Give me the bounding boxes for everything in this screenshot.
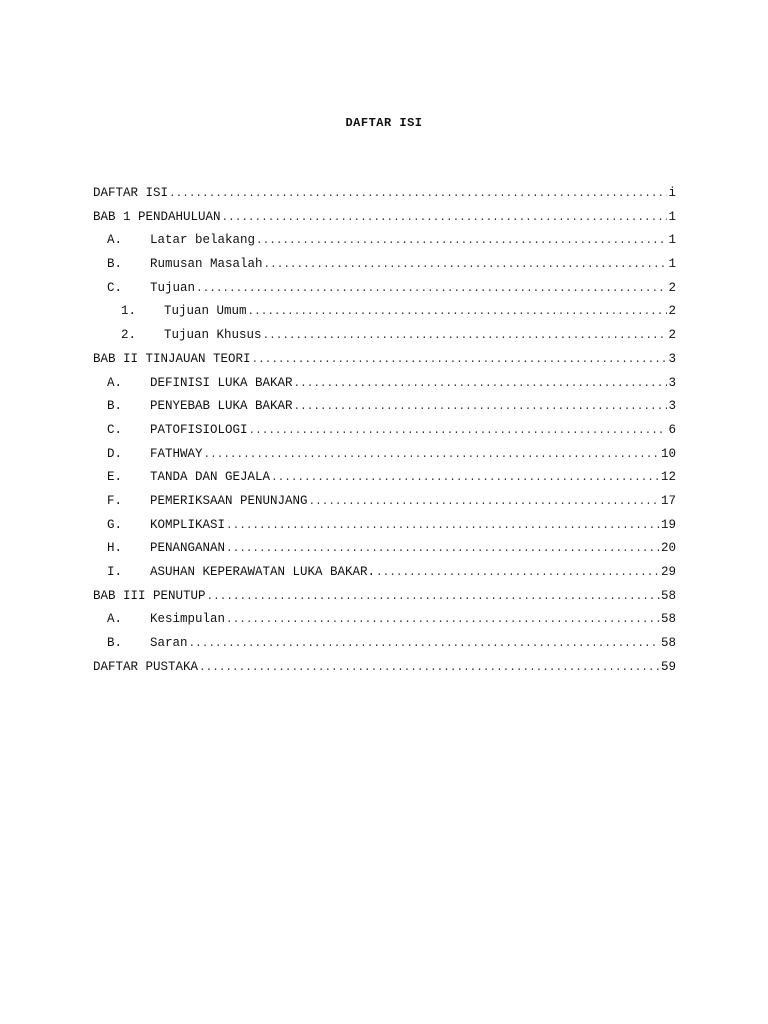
toc-entry <box>93 656 676 680</box>
dot-leader <box>189 633 660 657</box>
dot-leader <box>264 254 668 278</box>
table-of-contents <box>93 182 676 679</box>
toc-entry-number: A. <box>107 612 123 627</box>
toc-entry-number: F. <box>107 493 123 508</box>
toc-entry-label: Tujuan <box>150 280 196 295</box>
dot-leader <box>222 207 668 231</box>
toc-entry-page: 3 <box>668 375 676 390</box>
toc-entry <box>93 348 676 372</box>
toc-entry-label: DEFINISI LUKA BAKAR <box>150 375 293 390</box>
toc-entry-number: A. <box>107 233 123 248</box>
toc-entry <box>93 206 676 230</box>
dot-leader <box>294 396 668 420</box>
toc-entry <box>93 466 676 490</box>
toc-entry-number: 2. <box>121 328 137 343</box>
toc-entry-page: 17 <box>660 493 676 508</box>
toc-entry-page: 12 <box>660 470 676 485</box>
toc-entry-label: KOMPLIKASI <box>150 517 226 532</box>
dot-leader <box>249 420 668 444</box>
toc-entry <box>93 608 676 632</box>
toc-entry <box>93 300 676 324</box>
toc-entry-page: 1 <box>668 209 676 224</box>
toc-entry <box>93 324 676 348</box>
toc-entry-page: 1 <box>668 233 676 248</box>
dot-leader <box>256 230 667 254</box>
dot-leader <box>376 562 660 586</box>
toc-entry-label: Tujuan Khusus <box>164 328 262 343</box>
toc-entry-page: 20 <box>660 541 676 556</box>
toc-entry-label: Latar belakang <box>150 233 256 248</box>
toc-entry-label: Tujuan Umum <box>164 304 247 319</box>
toc-entry-label: Rumusan Masalah <box>150 257 263 272</box>
toc-entry-page: 58 <box>660 612 676 627</box>
toc-entry-number: H. <box>107 541 123 556</box>
toc-entry <box>93 514 676 538</box>
toc-entry-page: 10 <box>660 446 676 461</box>
toc-entry <box>93 277 676 301</box>
toc-entry <box>93 395 676 419</box>
dot-leader <box>252 349 668 373</box>
dot-leader <box>226 609 660 633</box>
page-title: DAFTAR ISI <box>345 116 423 130</box>
dot-leader <box>226 538 660 562</box>
toc-entry-number: E. <box>107 470 123 485</box>
toc-entry-number: 1. <box>121 304 137 319</box>
toc-entry <box>93 585 676 609</box>
dot-leader <box>271 467 660 491</box>
toc-entry-number: B. <box>107 399 123 414</box>
toc-entry-page: i <box>668 186 676 200</box>
toc-entry-label: DAFTAR PUSTAKA <box>93 659 199 674</box>
toc-entry <box>93 443 676 467</box>
toc-entry-number: G. <box>107 517 123 532</box>
toc-entry-label: PEMERIKSAAN PENUNJANG <box>150 493 308 508</box>
toc-entry-label: Saran <box>150 636 188 651</box>
toc-entry <box>93 632 676 656</box>
dot-leader <box>226 515 660 539</box>
toc-entry-number: D. <box>107 446 123 461</box>
dot-leader <box>199 657 660 681</box>
toc-entry <box>93 372 676 396</box>
toc-entry-number: A. <box>107 375 123 390</box>
toc-entry <box>93 229 676 253</box>
toc-entry <box>93 490 676 514</box>
toc-entry-label: DAFTAR ISI <box>93 186 169 200</box>
toc-entry-number: C. <box>107 422 123 437</box>
toc-entry <box>93 253 676 277</box>
toc-entry-page: 19 <box>660 517 676 532</box>
toc-entry <box>93 419 676 443</box>
toc-entry-label: PATOFISIOLOGI <box>150 422 248 437</box>
toc-entry-page: 58 <box>660 636 676 651</box>
dot-leader <box>207 586 660 610</box>
dot-leader <box>169 183 667 207</box>
toc-entry-number: B. <box>107 636 123 651</box>
toc-entry-page: 2 <box>668 328 676 343</box>
toc-entry-page: 2 <box>668 304 676 319</box>
toc-entry-page: 29 <box>660 565 676 579</box>
toc-entry <box>93 561 676 585</box>
toc-entry-label: BAB III PENUTUP <box>93 588 206 603</box>
dot-leader <box>294 373 668 397</box>
toc-entry-number: B. <box>107 257 123 272</box>
toc-entry-page: 59 <box>660 659 676 674</box>
toc-entry-page: 3 <box>668 399 676 414</box>
toc-entry-label: Kesimpulan <box>150 612 226 627</box>
toc-entry-label: FATHWAY <box>150 446 203 461</box>
dot-leader <box>248 301 668 325</box>
dot-leader <box>309 491 660 515</box>
toc-entry-label: BAB 1 PENDAHULUAN <box>93 209 221 224</box>
toc-entry-page: 1 <box>668 257 676 272</box>
toc-entry <box>93 182 676 206</box>
dot-leader <box>204 444 660 468</box>
toc-entry-number: C. <box>107 280 123 295</box>
toc-entry-number: I. <box>107 565 123 579</box>
toc-entry-label: ASUHAN KEPERAWATAN LUKA BAKAR. <box>150 565 376 579</box>
toc-entry-label: TANDA DAN GEJALA <box>150 470 271 485</box>
dot-leader <box>196 278 667 302</box>
toc-entry <box>93 537 676 561</box>
toc-entry-label: PENANGANAN <box>150 541 226 556</box>
toc-entry-page: 3 <box>668 351 676 366</box>
toc-entry-label: BAB II TINJAUAN TEORI <box>93 351 251 366</box>
toc-entry-page: 2 <box>668 280 676 295</box>
toc-entry-page: 6 <box>668 422 676 437</box>
toc-entry-label: PENYEBAB LUKA BAKAR <box>150 399 293 414</box>
toc-entry-page: 58 <box>660 588 676 603</box>
dot-leader <box>263 325 668 349</box>
